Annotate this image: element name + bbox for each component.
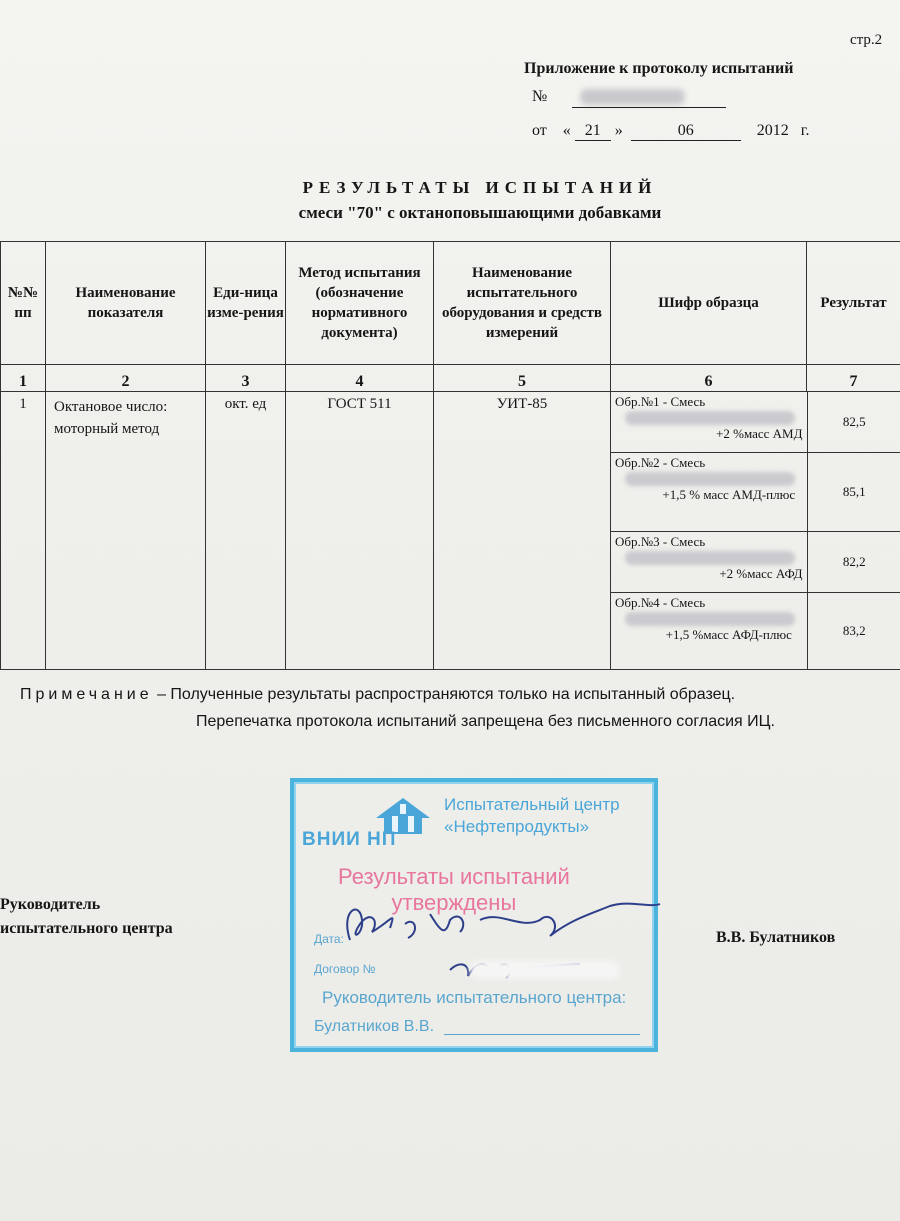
sample-additive: +1,5 % масс АМД-плюс	[662, 487, 796, 502]
sample-label: Обр.№4 - Смесь	[615, 595, 706, 610]
sample-code	[611, 392, 807, 453]
table-row	[1, 392, 900, 670]
signatory-role-line-2: испытательного центра	[0, 920, 173, 937]
sample-code	[611, 532, 807, 593]
stamp-head-name: Булатников В.В.	[314, 1018, 435, 1035]
note-line-1	[20, 686, 735, 704]
header-num: №№ пп	[1, 242, 46, 365]
stamp-results-line-1: Результаты испытаний	[338, 864, 570, 889]
column-number: 3	[206, 365, 286, 392]
result-value: 82,5	[807, 392, 900, 453]
note-line-2: Перепечатка протокола испытаний запрещена без письменного согласия ИЦ.	[196, 713, 775, 730]
handwritten-signature-icon	[300, 880, 670, 1000]
result-value: 85,1	[807, 453, 900, 532]
sample-row	[611, 453, 900, 532]
signatory-name: В.В. Булатников	[716, 929, 836, 946]
date-close-quote: »	[614, 122, 623, 139]
column-number: 2	[46, 365, 206, 392]
note-label: Примечание	[20, 686, 153, 703]
date-year: 2012	[756, 122, 789, 139]
document-subtitle: смеси "70" с октаноповышающими добавками	[298, 203, 662, 222]
sample-row	[611, 532, 900, 593]
samples-cell	[611, 392, 900, 670]
result-value: 82,2	[807, 532, 900, 593]
date-day: 21	[575, 122, 611, 141]
stamp-head-label: Руководитель испытательного центра:	[322, 988, 627, 1007]
protocol-date	[532, 122, 810, 141]
document-title: РЕЗУЛЬТАТЫ ИСПЫТАНИЙ	[302, 178, 658, 197]
stamp-center-line-2: «Нефтепродукты»	[444, 817, 590, 836]
note-dash: –	[157, 686, 166, 703]
date-month: 06	[631, 122, 741, 141]
header-indicator: Наименование показателя	[46, 242, 206, 365]
redacted-text	[625, 551, 795, 565]
header-sample-code: Шифр образца	[611, 242, 807, 365]
note-text-1: Полученные результаты распространяются только на испытанный образец.	[170, 686, 736, 703]
date-open-quote: «	[562, 122, 571, 139]
sample-code	[611, 593, 807, 670]
row-number: 1	[1, 392, 46, 670]
samples-subtable	[611, 392, 900, 669]
date-suffix: г.	[800, 122, 810, 139]
column-number: 1	[1, 365, 46, 392]
redacted-contract-number	[470, 961, 620, 979]
header-result: Результат	[807, 242, 900, 365]
method-value: ГОСТ 511	[286, 392, 434, 670]
page-number: стр.2	[850, 32, 883, 48]
stamp-date-label: Дата:	[314, 932, 344, 946]
column-number: 5	[434, 365, 611, 392]
column-numbers-row	[1, 365, 900, 392]
indicator-name: Октановое число: моторный метод	[46, 392, 206, 670]
signatory-role	[0, 893, 173, 941]
sample-additive: +1,5 %масс АФД-плюс	[665, 627, 792, 642]
redacted-text	[625, 411, 795, 425]
sample-additive: +2 %масс АМД	[716, 426, 803, 441]
protocol-number-underline	[572, 107, 726, 108]
result-value: 83,2	[842, 623, 866, 638]
equipment-value: УИТ-85	[434, 392, 611, 670]
appendix-title: Приложение к протоколу испытаний	[524, 60, 794, 77]
redacted-text	[625, 612, 795, 626]
sample-additive: +2 %масс АФД	[719, 566, 803, 581]
sample-row	[611, 392, 900, 453]
column-number: 7	[807, 365, 900, 392]
redacted-text	[625, 472, 795, 486]
stamp-contract-label: Договор №	[314, 962, 376, 976]
header-unit: Еди-ница изме-рения	[206, 242, 286, 365]
signatory-role-line-1: Руководитель	[0, 896, 101, 913]
header-method: Метод испытания (обозначение нормативного документа)	[286, 242, 434, 365]
column-number: 4	[286, 365, 434, 392]
stamp-center-name	[444, 794, 620, 838]
sample-label: Обр.№3 - Смесь	[615, 534, 706, 549]
sample-label: Обр.№1 - Смесь	[615, 394, 706, 409]
sample-code	[611, 453, 807, 532]
column-number: 6	[611, 365, 807, 392]
stamp-center-line-1: Испытательный центр	[444, 795, 620, 814]
stamp-results-line-2: утверждены	[391, 890, 517, 915]
stamp-abbreviation: ВНИИ НП	[302, 829, 397, 850]
sample-row	[611, 593, 900, 670]
redacted-protocol-number	[580, 89, 685, 105]
table-header-row	[1, 242, 900, 365]
protocol-number-label: №	[532, 88, 548, 105]
header-equipment: Наименование испытательного оборудования и средств измерений	[434, 242, 611, 365]
stamp-signature-line	[444, 1034, 640, 1035]
date-prefix: от	[532, 122, 547, 139]
results-table	[0, 241, 900, 670]
sample-label: Обр.№2 - Смесь	[615, 455, 706, 470]
unit-value: окт. ед	[206, 392, 286, 670]
